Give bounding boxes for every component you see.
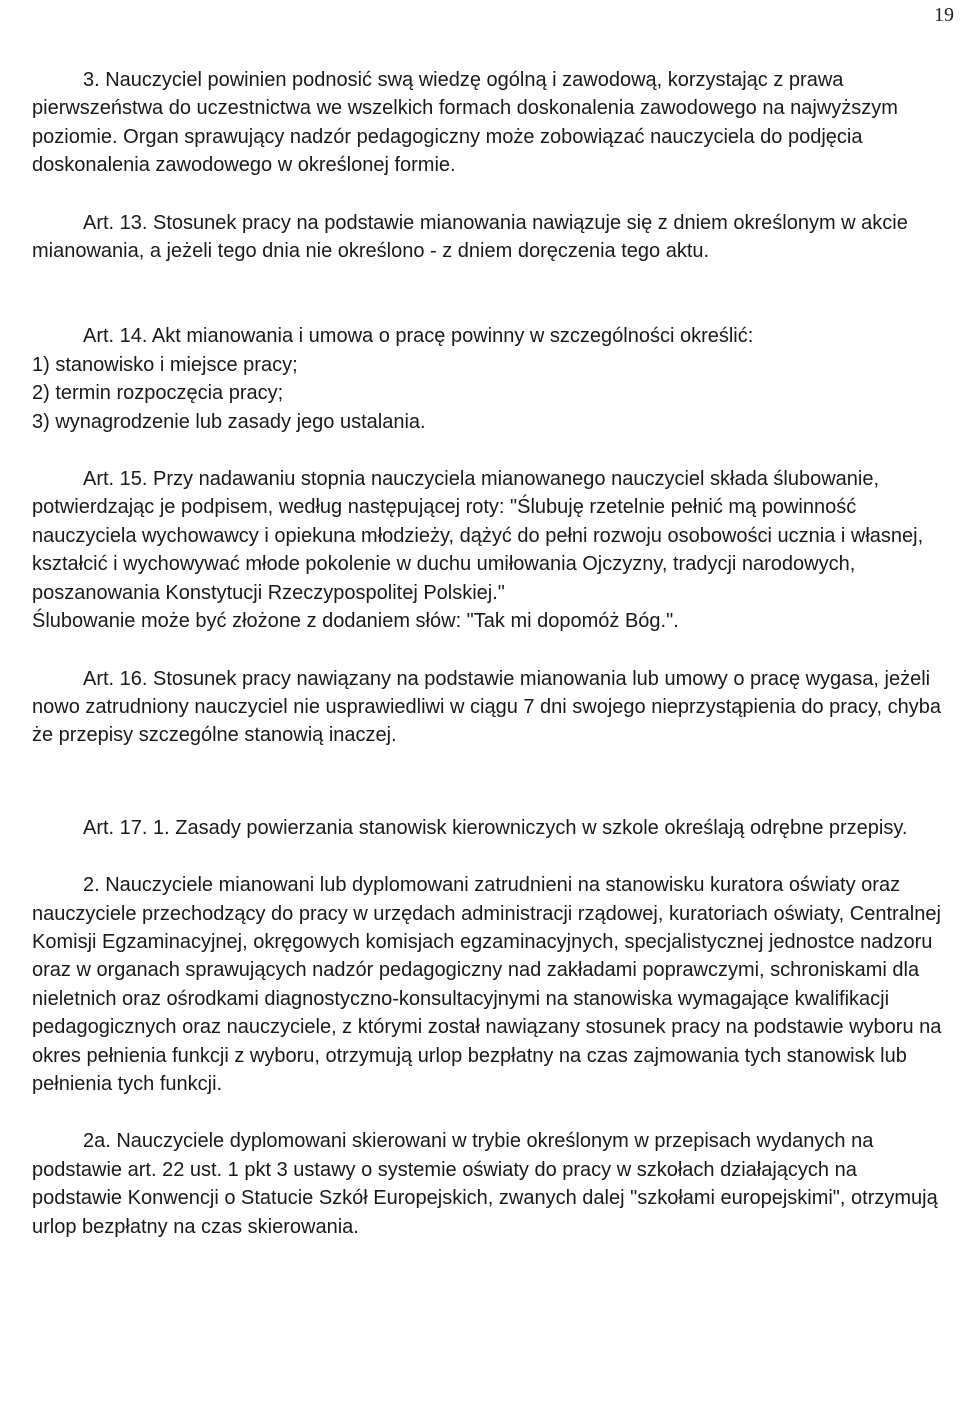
- article-17-section-2: 2. Nauczyciele mianowani lub dyplomowani zatrudnieni na stanowisku kuratora oświaty oraz nauczyciele przechodzący do pracy w urzędach administracji rządowej, kuratoriach oświaty, Centralnej Komisji Egzaminacyjnej, okręgowych komisjach egzaminacyjnych, specjalistycznej jednostce nadzoru oraz w organach sprawujących nadzór pedagogiczny nad zakładami poprawczymi, schroniskami dla nieletnich oraz ośrodkami diagnostyczno-konsultacyjnymi na stanowiska wymagające kwalifikacji pedagogicznych oraz nauczyciele, z którymi został nawiązany stosunek pracy na podstawie wyboru na okres pełnienia funkcji z wyboru, otrzymują urlop bezpłatny na czas zajmowania tych stanowisk lub pełnienia tych funkcji.: [32, 874, 942, 1095]
- document-body: [32, 66, 947, 1241]
- article-17-section-2a: 2a. Nauczyciele dyplomowani skierowani w trybie określonym w przepisach wydanych na podstawie art. 22 ust. 1 pkt 3 ustawy o systemie oświaty do pracy w szkołach działających na podstawie Konwencji o Statucie Szkół Europejskich, zwanych dalej "szkołami europejskimi", otrzymują urlop bezpłatny na czas skierowania.: [32, 1130, 938, 1238]
- article-13: Art. 13. Stosunek pracy na podstawie mianowania nawiązuje się z dniem określonym w akcie mianowania, a jeżeli tego dnia nie określono - z dniem doręczenia tego aktu.: [32, 211, 908, 263]
- article-16: Art. 16. Stosunek pracy nawiązany na podstawie mianowania lub umowy o pracę wygasa, jeżeli nowo zatrudniony nauczyciel nie usprawiedliwi w ciągu 7 dni swojego nieprzystąpienia do pracy, chyba że przepisy szczególne stanowią inaczej.: [32, 667, 942, 747]
- article-15-note: Ślubowanie może być złożone z dodaniem słów: "Tak mi dopomóż Bóg.".: [32, 610, 679, 633]
- article-15-oath: Art. 15. Przy nadawaniu stopnia nauczyciela mianowanego nauczyciel składa ślubowanie, potwierdzając je podpisem, według następującej roty: "Ślubuję rzetelnie pełnić mą powinność nauczyciela wychowawcy i opiekuna młodzieży, dążyć do pełni rozwoju osobowości ucznia i własnej, kształcić i wychowywać młode pokolenie w duchu umiłowania Ojczyzny, tradycji narodowych, poszanowania Konstytucji Rzeczypospolitej Polskiej.": [32, 468, 924, 604]
- article-14-item-2: 2) termin rozpoczęcia pracy;: [32, 382, 284, 405]
- article-15: [32, 465, 947, 635]
- article-14-item-1: 1) stanowisko i miejsce pracy;: [32, 353, 298, 376]
- article-17-section-1: Art. 17. 1. Zasady powierzania stanowisk kierowniczych w szkole określają odrębne przepisy.: [83, 816, 908, 839]
- article-14: [32, 322, 947, 436]
- article-14-item-3: 3) wynagrodzenie lub zasady jego ustalania.: [32, 410, 426, 433]
- article-14-intro: Art. 14. Akt mianowania i umowa o pracę powinny w szczególności określić:: [83, 325, 754, 348]
- page-number: 19: [934, 4, 954, 26]
- paragraph-3-professional-development: 3. Nauczyciel powinien podnosić swą wiedzę ogólną i zawodową, korzystając z prawa pierwszeństwa do uczestnictwa we wszelkich formach doskonalenia zawodowego na najwyższym poziomie. Organ sprawujący nadzór pedagogiczny może zobowiązać nauczyciela do podjęcia doskonalenia zawodowego w określonej formie.: [32, 69, 898, 177]
